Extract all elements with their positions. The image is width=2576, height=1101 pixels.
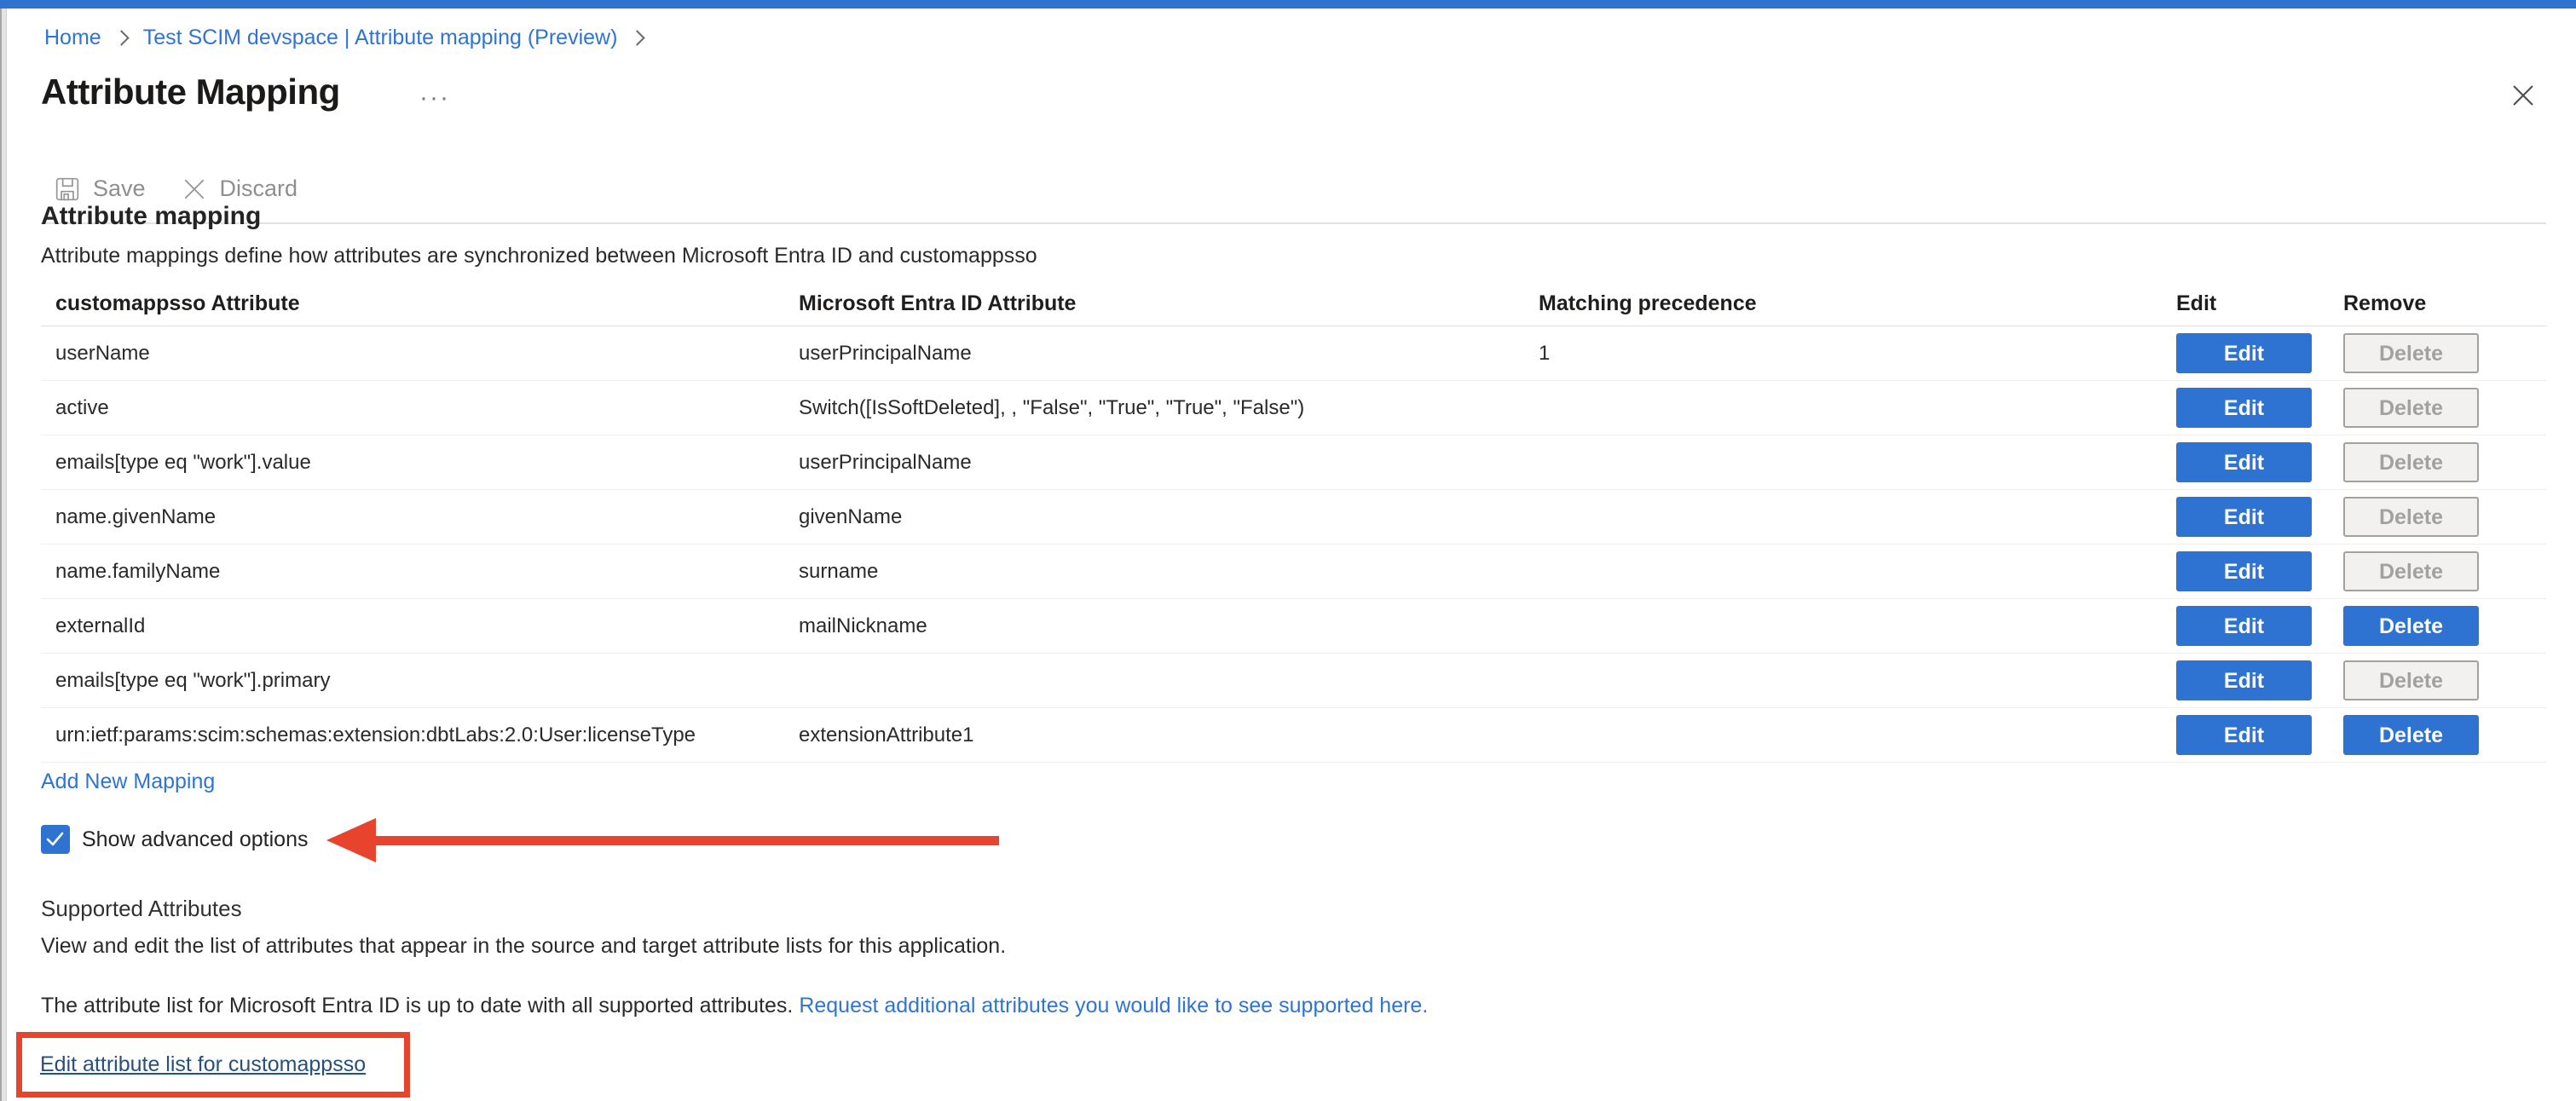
header-edit: Edit bbox=[2176, 291, 2217, 315]
show-advanced-options-checkbox[interactable] bbox=[41, 825, 70, 854]
page-title: Attribute Mapping bbox=[41, 72, 340, 112]
attribute-list-status bbox=[41, 994, 1428, 1018]
add-new-mapping-link[interactable]: Add New Mapping bbox=[41, 770, 216, 793]
chevron-right-icon bbox=[113, 30, 129, 45]
cell-attribute: externalId bbox=[55, 614, 146, 637]
edit-button[interactable]: Edit bbox=[2176, 715, 2312, 755]
attribute-mapping-table bbox=[41, 281, 2546, 763]
delete-button[interactable]: Delete bbox=[2343, 606, 2479, 646]
delete-button[interactable]: Delete bbox=[2343, 660, 2479, 700]
breadcrumb-home-link[interactable]: Home bbox=[44, 26, 101, 49]
cell-attribute: emails[type eq "work"].primary bbox=[55, 668, 331, 692]
supported-attributes-heading: Supported Attributes bbox=[41, 896, 242, 921]
annotation-arrow-icon bbox=[326, 818, 376, 862]
cell-precedence: 1 bbox=[1539, 341, 1551, 365]
title-ellipsis-menu[interactable]: ··· bbox=[419, 84, 450, 112]
toolbar-divider bbox=[41, 222, 2546, 224]
supported-attributes-body: View and edit the list of attributes that appear in the source and target attribute lists for this application. bbox=[41, 934, 1007, 958]
header-customappsso-attribute: customappsso Attribute bbox=[55, 291, 300, 315]
discard-x-icon bbox=[182, 176, 207, 202]
mapping-description: Attribute mappings define how attributes are synchronized between Microsoft Entra ID and customappsso bbox=[41, 244, 1037, 268]
cell-attribute: name.givenName bbox=[55, 504, 217, 528]
edit-button[interactable]: Edit bbox=[2176, 497, 2312, 537]
save-button[interactable] bbox=[55, 176, 146, 202]
breadcrumb bbox=[44, 26, 659, 50]
edit-button[interactable]: Edit bbox=[2176, 333, 2312, 373]
edit-button[interactable]: Edit bbox=[2176, 606, 2312, 646]
breadcrumb-app-link[interactable]: Test SCIM devspace | Attribute mapping (Preview) bbox=[142, 26, 618, 49]
edit-button[interactable]: Edit bbox=[2176, 660, 2312, 700]
header-remove: Remove bbox=[2343, 291, 2427, 315]
table-row bbox=[41, 381, 2546, 435]
discard-label: Discard bbox=[219, 176, 298, 201]
cell-entra-attribute: givenName bbox=[799, 504, 903, 528]
table-row bbox=[41, 435, 2546, 490]
header-entra-attribute: Microsoft Entra ID Attribute bbox=[799, 291, 1077, 315]
left-scrollbar[interactable] bbox=[0, 9, 7, 1101]
delete-button[interactable]: Delete bbox=[2343, 551, 2479, 591]
table-row bbox=[41, 326, 2546, 381]
delete-button[interactable]: Delete bbox=[2343, 333, 2479, 373]
cell-attribute: userName bbox=[55, 341, 150, 365]
scrolled-section-title-clipped: Attribute mapping bbox=[41, 202, 262, 230]
cell-attribute: active bbox=[55, 395, 109, 419]
checkmark-icon bbox=[43, 827, 68, 852]
delete-button[interactable]: Delete bbox=[2343, 715, 2479, 755]
top-accent-bar bbox=[0, 0, 2576, 9]
delete-button[interactable]: Delete bbox=[2343, 497, 2479, 537]
cell-attribute: urn:ietf:params:scim:schemas:extension:dbtLabs:2.0:User:licenseType bbox=[55, 723, 696, 746]
table-header-row bbox=[41, 281, 2546, 326]
close-icon[interactable] bbox=[2506, 78, 2540, 112]
discard-button[interactable] bbox=[182, 176, 298, 202]
cell-entra-attribute: extensionAttribute1 bbox=[799, 723, 974, 746]
cell-entra-attribute: userPrincipalName bbox=[799, 450, 972, 474]
cell-attribute: name.familyName bbox=[55, 559, 221, 583]
table-row bbox=[41, 599, 2546, 654]
save-label: Save bbox=[93, 176, 146, 201]
edit-button[interactable]: Edit bbox=[2176, 388, 2312, 428]
edit-button[interactable]: Edit bbox=[2176, 551, 2312, 591]
show-advanced-options-label: Show advanced options bbox=[82, 827, 309, 851]
delete-button[interactable]: Delete bbox=[2343, 388, 2479, 428]
annotation-highlight-box bbox=[16, 1032, 410, 1098]
advanced-options-row bbox=[41, 825, 308, 854]
table-row bbox=[41, 545, 2546, 599]
delete-button[interactable]: Delete bbox=[2343, 442, 2479, 482]
status-text: The attribute list for Microsoft Entra ID is up to date with all supported attributes. bbox=[41, 994, 794, 1017]
save-icon bbox=[55, 176, 80, 202]
chevron-right-icon bbox=[630, 30, 645, 45]
cell-entra-attribute: Switch([IsSoftDeleted], , "False", "True", "True", "False") bbox=[799, 395, 1305, 419]
table-row bbox=[41, 708, 2546, 763]
edit-button[interactable]: Edit bbox=[2176, 442, 2312, 482]
edit-attribute-list-link[interactable]: Edit attribute list for customappsso bbox=[40, 1052, 367, 1076]
command-bar bbox=[55, 176, 297, 202]
header-matching-precedence: Matching precedence bbox=[1539, 291, 1757, 315]
cell-entra-attribute: mailNickname bbox=[799, 614, 927, 637]
table-row bbox=[41, 654, 2546, 708]
cell-attribute: emails[type eq "work"].value bbox=[55, 450, 311, 474]
cell-entra-attribute: surname bbox=[799, 559, 879, 583]
cell-entra-attribute: userPrincipalName bbox=[799, 341, 972, 365]
annotation-arrow-tail bbox=[373, 836, 999, 845]
table-row bbox=[41, 490, 2546, 545]
request-attributes-link[interactable]: Request additional attributes you would like to see supported here. bbox=[799, 994, 1429, 1017]
